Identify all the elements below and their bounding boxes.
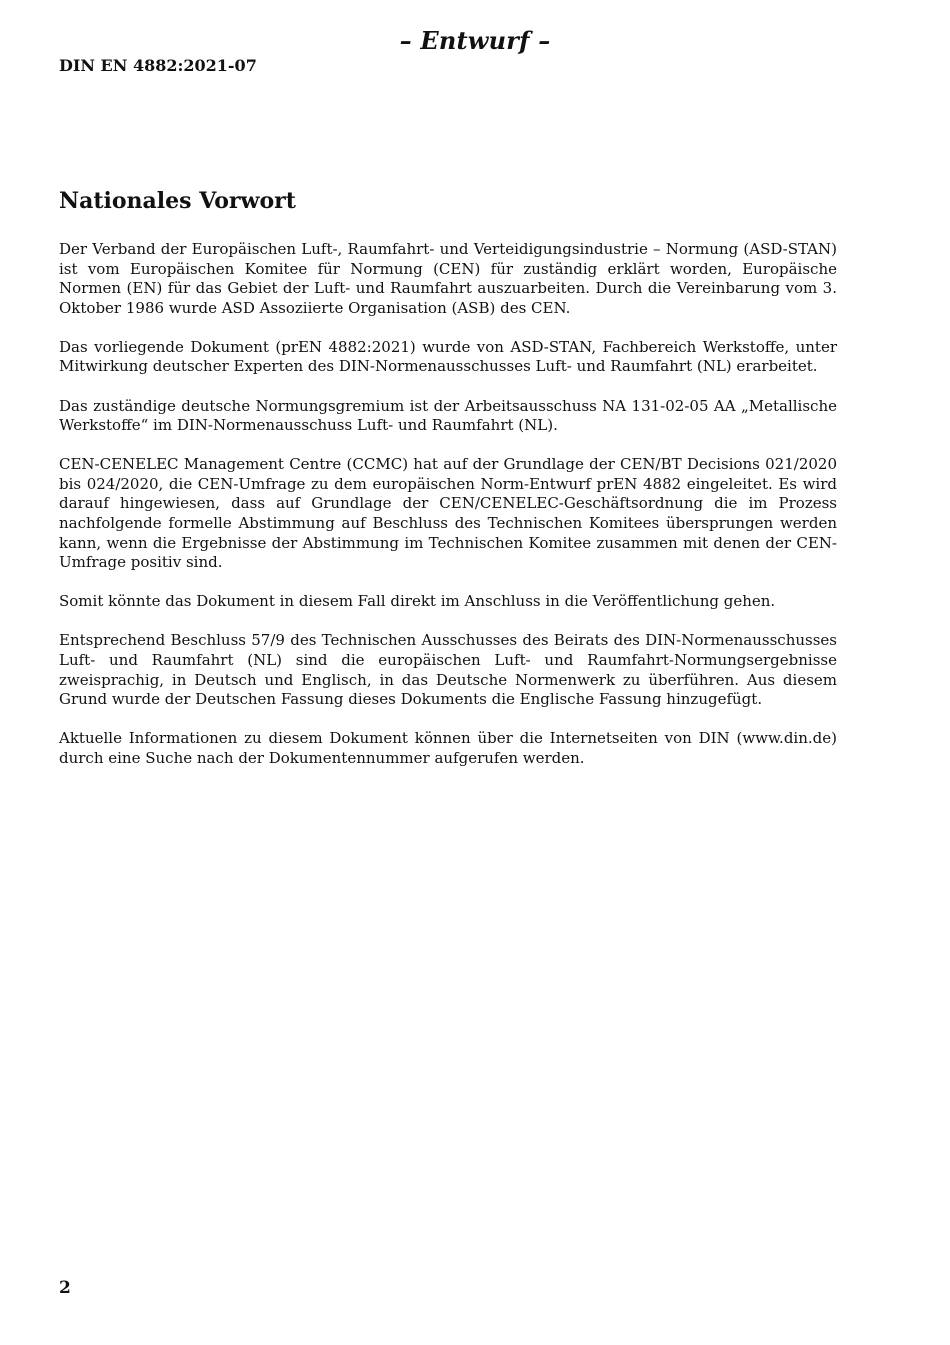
paragraph: Der Verband der Europäischen Luft-, Raumfahrt- und Verteidigungsindustrie – Normung (ASD-STAN) ist vom Europäischen Komitee für Normung (CEN) für zuständig erklärt worden, Europäische Normen (EN) für das Gebiet der Luft- und Raumfahrt auszuarbeiten. Durch die Vereinbarung vom 3. Oktober 1986 wurde ASD Assoziierte Organisation (ASB) des CEN. xyxy=(59,240,837,317)
draft-watermark-label: – Entwurf – xyxy=(399,26,551,55)
paragraph: CEN-CENELEC Management Centre (CCMC) hat auf der Grundlage der CEN/BT Decisions 021/2020 bis 024/2020, die CEN-Umfrage zu dem europäischen Norm-Entwurf prEN 4882 eingeleitet. Es wird darauf hingewiesen, dass auf Grundlage der CEN/CENELEC-Geschäftsordnung die im Prozess nachfolgende formelle Abstimmung auf Beschluss des Technischen Komitees übersprungen werden kann, wenn die Ergebnisse der Abstimmung im Technischen Komitee zusammen mit denen der CEN-Umfrage positiv sind. xyxy=(59,455,837,572)
paragraph: Das vorliegende Dokument (prEN 4882:2021) wurde von ASD-STAN, Fachbereich Werkstoffe, unter Mitwirkung deutscher Experten des DIN-Normenausschusses Luft- und Raumfahrt (NL) erarbeitet. xyxy=(59,337,837,376)
section-body xyxy=(59,240,837,788)
paragraph: Entsprechend Beschluss 57/9 des Technischen Ausschusses des Beirats des DIN-Normenausschusses Luft- und Raumfahrt (NL) sind die europäischen Luft- und Raumfahrt-Normungsergebnisse zweisprachig, in Deutsch und Englisch, in das Deutsche Normenwerk zu überführen. Aus diesem Grund wurde der Deutschen Fassung dieses Dokuments die Englische Fassung hinzugefügt. xyxy=(59,631,837,709)
paragraph: Aktuelle Informationen zu diesem Dokument können über die Internetseiten von DIN (www.din.de) durch eine Suche nach der Dokumentennummer aufgerufen werden. xyxy=(59,729,837,767)
paragraph: Somit könnte das Dokument in diesem Fall direkt im Anschluss in die Veröffentlichung gehen. xyxy=(59,592,776,611)
section-title: Nationales Vorwort xyxy=(59,188,296,214)
paragraph: Das zuständige deutsche Normungsgremium ist der Arbeitsausschuss NA 131-02-05 AA „Metallische Werkstoffe“ im DIN-Normenausschuss Luft- und Raumfahrt (NL). xyxy=(59,396,837,435)
page-number: 2 xyxy=(59,1278,71,1298)
document-id: DIN EN 4882:2021-07 xyxy=(59,56,257,75)
